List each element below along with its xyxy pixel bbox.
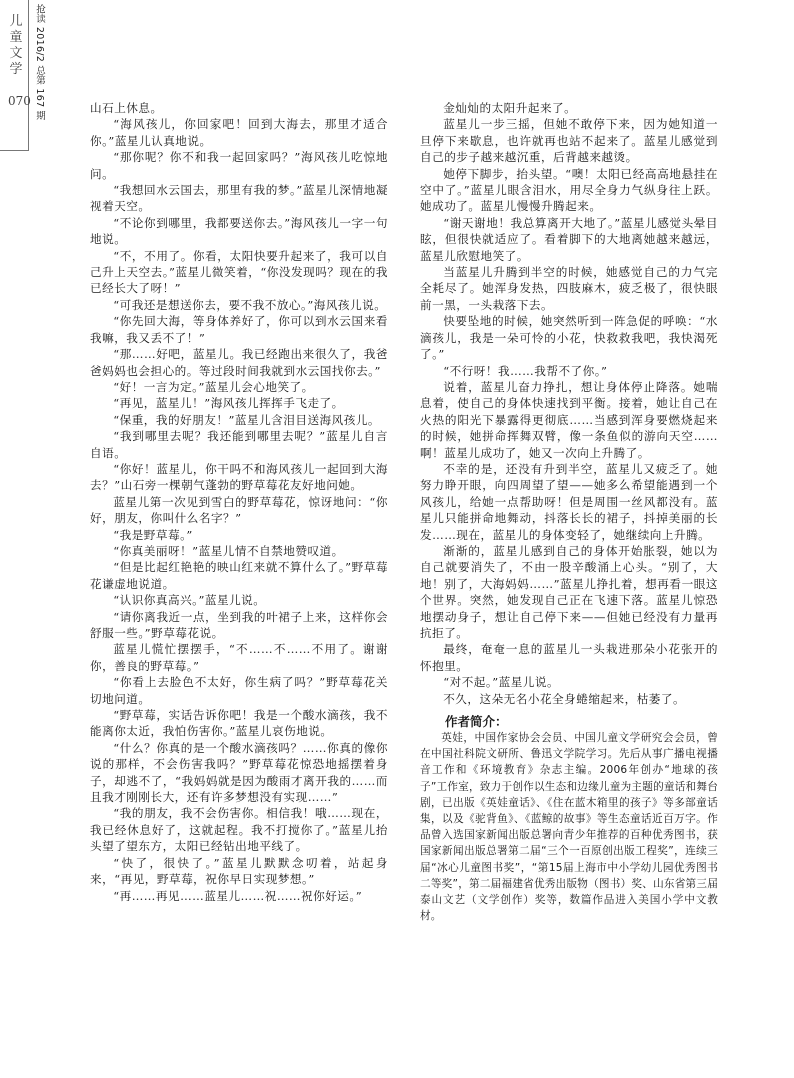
paragraph: “海风孩儿，你回家吧！回到大海去，那里才适合你。”蓝星儿认真地说。 xyxy=(90,117,388,148)
paragraph: “不行呀！我……我帮不了你。” xyxy=(443,363,608,378)
paragraph: “那……好吧，蓝星儿。我已经跑出来很久了，我爸爸妈妈也会担心的。等过段时间我就到水云国找你去。” xyxy=(90,347,388,378)
paragraph: “保重，我的好朋友！”蓝星儿含泪目送海风孩儿。 xyxy=(113,412,381,427)
page-edge-tab xyxy=(0,0,29,151)
paragraph: “对不起。”蓝星儿说。 xyxy=(443,675,560,690)
paragraph: “我是野草莓。” xyxy=(113,527,193,542)
paragraph: “谢天谢地！我总算离开大地了。”蓝星儿感觉头晕目眩，但很快就适应了。看着脚下的大地离她越来越远，蓝星儿欣慰地笑了。 xyxy=(420,215,718,263)
paragraph: “你好！蓝星儿，你干吗不和海风孩儿一起回到大海去？”山石旁一棵朝气蓬勃的野草莓花友好地问她。 xyxy=(90,461,388,493)
paragraph: 山石上休息。 xyxy=(90,101,163,115)
paragraph: “可我还是想送你去，要不我不放心。”海风孩儿说。 xyxy=(113,297,387,312)
paragraph: “野草莓，实话告诉你吧！我是一个酸水滴孩，我不能离你太近，我怕伤害你。”蓝星儿哀伤地说。 xyxy=(90,708,388,739)
paragraph: 最终，奄奄一息的蓝星儿一头栽进那朵小花张开的怀抱里。 xyxy=(420,642,718,673)
magazine-title: 儿童文学 xyxy=(9,14,23,77)
paragraph: 蓝星儿慌忙摆摆手，“不……不……不用了。谢谢你，善良的野草莓。” xyxy=(90,642,388,673)
paragraph: 不幸的是，还没有升到半空，蓝星儿又疲乏了。她努力睁开眼，向四周望了望——她多么希望能遇到一个风孩儿，给她一点帮助呀！但是周围一丝风都没有。蓝星儿只能拼命地舞动，抖落长长的裙子，抖掉美丽的长发……现在，蓝星儿的身体变轻了，她继续向上升腾。 xyxy=(420,461,718,542)
paragraph: “但是比起红艳艳的映山红来就不算什么了。”野草莓花谦虚地说道。 xyxy=(90,560,388,591)
paragraph: 金灿灿的太阳升起来了。 xyxy=(443,101,577,115)
paragraph: “再见，蓝星儿！”海风孩儿挥挥手飞走了。 xyxy=(113,396,344,411)
paragraph: “我想回水云国去，那里有我的梦。”蓝星儿深情地凝视着天空。 xyxy=(90,183,388,214)
paragraph: “快了，很快了。”蓝星儿默默念叨着，站起身来，“再见，野草莓，祝你早日实现梦想。” xyxy=(90,855,388,887)
issue-info: 抢读 2016/2 总第 167 期 xyxy=(34,4,45,121)
paragraph: “不论你到哪里，我都要送你去。”海风孩儿一字一句地说。 xyxy=(90,215,388,247)
paragraph: “你先回大海，等身体养好了，你可以到水云国来看我嘛，我又丢不了！” xyxy=(90,314,388,345)
paragraph: “什么？你真的是一个酸水滴孩吗？……你真的像你说的那样，不会伤害我吗？”野草莓花惊恐地摇摆着身子，却逃不了，“我妈妈就是因为酸雨才离开我的……而且我才刚刚长大，还有许多梦想没有实现……” xyxy=(90,740,388,805)
paragraph: 她停下脚步，抬头望。“噢！太阳已经高高地悬挂在空中了。”蓝星儿眼含泪水，用尽全身力气纵身往上跃。她成功了。蓝星儿慢慢升腾起来。 xyxy=(420,166,718,214)
paragraph: “好！一言为定。”蓝星儿会心地笑了。 xyxy=(113,379,314,394)
paragraph: “你看上去脸色不太好，你生病了吗？”野草莓花关切地问道。 xyxy=(90,675,388,706)
paragraph: 快要坠地的时候，她突然听到一阵急促的呼唤：“水滴孩儿，我是一朵可怜的小花，快救救我吧，我快渴死了。” xyxy=(420,314,718,362)
paragraph: 渐渐的，蓝星儿感到自己的身体开始胀裂，她以为自己就要消失了，不由一股辛酸涌上心头。“别了，大地！别了，大海妈妈……”蓝星儿挣扎着，想再看一眼这个世界。突然，她发现自己正在飞速下落。蓝星儿惊恐地摆动身子，想让自己停下来——但她已经没有力量再抗拒了。 xyxy=(420,543,718,640)
paragraph: “那你呢？你不和我一起回家吗？”海风孩儿吃惊地问。 xyxy=(90,150,388,181)
left-column xyxy=(90,100,388,904)
paragraph: 蓝星儿一步三摇，但她不敢停下来，因为她知道一旦停下来歇息，也许就再也站不起来了。蓝星儿感觉到自己的步子越来越沉重，后背越来越烫。 xyxy=(420,117,718,165)
paragraph: “我到哪里去呢？我还能到哪里去呢？”蓝星儿自言自语。 xyxy=(90,429,388,460)
paragraph: 不久，这朵无名小花全身蜷缩起来，枯萎了。 xyxy=(443,691,686,706)
paragraph: “你真美丽呀！”蓝星儿情不自禁地赞叹道。 xyxy=(113,543,344,558)
paragraph: 蓝星儿第一次见到雪白的野草莓花，惊讶地问：“你好，朋友，你叫什么名字？” xyxy=(90,494,388,526)
paragraph: “不，不用了。你看，太阳快要升起来了，我可以自己升上天空去。”蓝星儿微笑着，“你没发现吗？现在的我已经长大了呀！” xyxy=(90,248,388,296)
paragraph: “认识你真高兴。”蓝星儿说。 xyxy=(113,593,266,608)
author-bio: 英娃，中国作家协会会员、中国儿童文学研究会会员，曾在中国社科院文研所、鲁迅文学院学习。先后从事广播电视播音工作和《环境教育》杂志主编。2006年创办“地球的孩子”工作室，致力于创作以生态和边缘儿童为主题的童话和舞台剧，已出版《英娃童话》、《住在蓝木箱里的孩子》等多部童话集，以及《驼背鱼》、《蓝鲸的故事》等生态童话近百万字。作品曾入选国家新闻出版总署向青少年推荐的百种优秀图书，获国家新闻出版总署第二届“三个一百原创出版工程奖”，连续三届“冰心儿童图书奖”，“第15届上海市中小学幼儿园优秀图书二等奖”，第二届福建省优秀出版物（图书）奖、山东省第三届泰山文艺（文学创作）奖等，数篇作品进入美国小学中文教材。 xyxy=(420,732,718,923)
right-column xyxy=(420,100,718,924)
author-intro-heading: 作者简介： xyxy=(445,714,508,730)
paragraph: “我的朋友，我不会伤害你。相信我！哦……现在，我已经休息好了，这就起程。我不打搅你了。”蓝星儿抬头望了望东方，太阳已经钻出地平线了。 xyxy=(90,806,388,854)
paragraph: “再……再见……蓝星儿……祝……祝你好运。” xyxy=(113,888,363,903)
paragraph: 说着，蓝星儿奋力挣扎，想让身体停止降落。她喘息着，使自己的身体快速找到平衡。接着，她让自己在火热的阳光下暴露得更彻底……当感到浑身要燃烧起来的时候，她拼命挥舞双臂，像一条鱼似的游向天空……啊！蓝星儿成功了，她又一次向上升腾了。 xyxy=(420,379,718,460)
page-number: 070 xyxy=(8,94,31,108)
paragraph: 当蓝星儿升腾到半空的时候，她感觉自己的力气完全耗尽了。她浑身发热，四肢麻木，疲乏极了，很快眼前一黑，一头栽落下去。 xyxy=(420,265,718,312)
paragraph: “请你离我近一点，坐到我的叶裙子上来，这样你会舒服一些。”野草莓花说。 xyxy=(90,609,388,640)
